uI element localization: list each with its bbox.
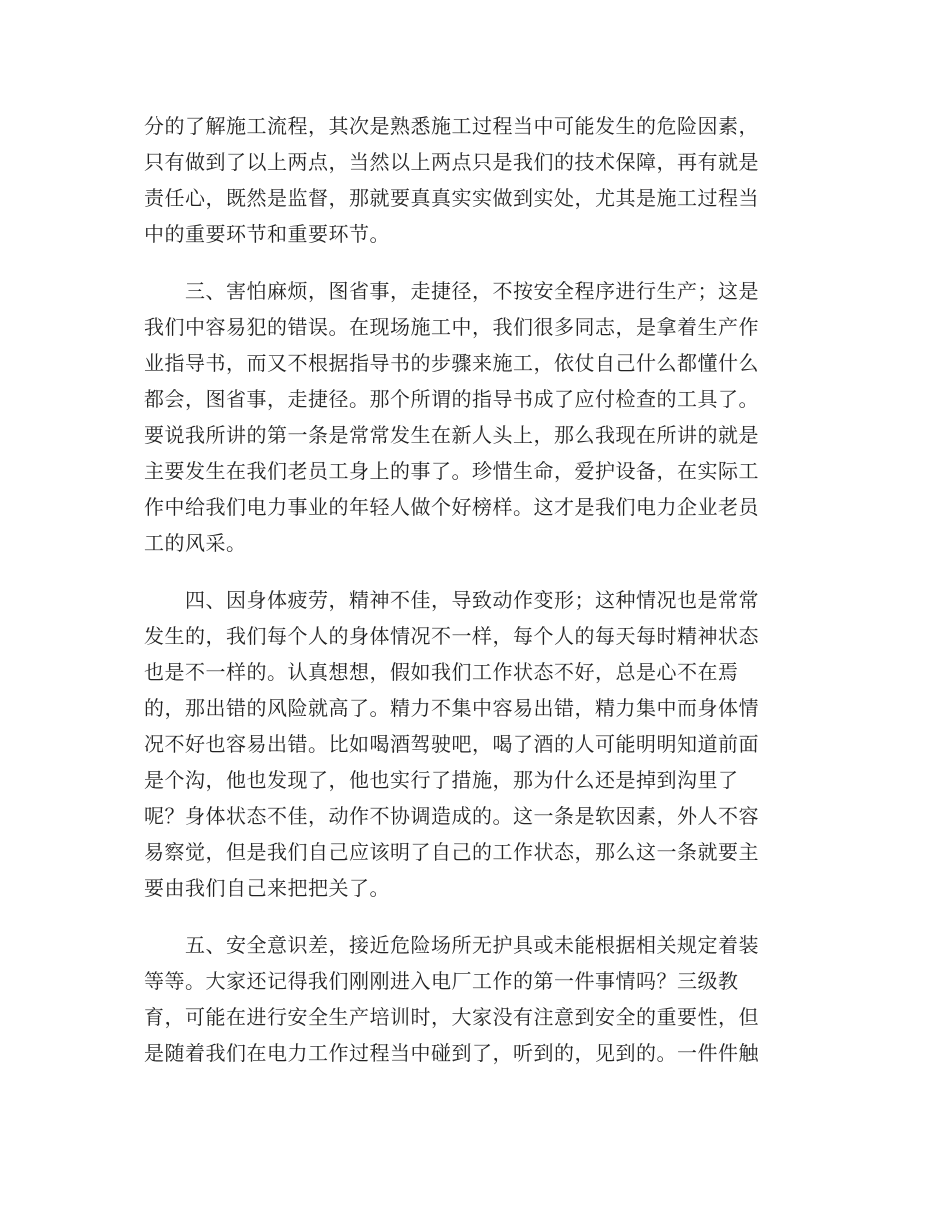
text-line: 只有做到了以上两点，当然以上两点只是我们的技术保障，再有就是	[144, 150, 759, 174]
text-line: 要说我所讲的第一条是常常发生在新人头上，那么我现在所讲的就是	[144, 423, 759, 447]
text-line: 发生的，我们每个人的身体情况不一样，每个人的每天每时精神状态	[144, 624, 759, 648]
paragraph-1	[144, 108, 809, 252]
text-line: 育，可能在进行安全生产培训时，大家没有注意到安全的重要性，但	[144, 1005, 759, 1029]
text-line: 况不好也容易出错。比如喝酒驾驶吧，喝了酒的人可能明明知道前面	[144, 732, 759, 756]
text-line: 作中给我们电力事业的年轻人做个好榜样。这才是我们电力企业老员	[144, 495, 759, 519]
text-line: 的，那出错的风险就高了。精力不集中容易出错，精力集中而身体情	[144, 696, 759, 720]
text-line: 三、害怕麻烦，图省事，走捷径，不按安全程序进行生产；这是	[144, 279, 759, 303]
text-line: 也是不一样的。认真想想，假如我们工作状态不好，总是心不在焉	[144, 660, 739, 684]
text-line: 要由我们自己来把把关了。	[144, 876, 390, 900]
paragraph-2	[144, 273, 809, 561]
text-line: 呢？身体状态不佳，动作不协调造成的。这一条是软因素，外人不容	[144, 804, 759, 828]
text-line: 中的重要环节和重要环节。	[144, 222, 390, 246]
paragraph-3	[144, 582, 809, 906]
text-line: 责任心，既然是监督，那就要真真实实做到实处，尤其是施工过程当	[144, 186, 759, 210]
text-line: 业指导书，而又不根据指导书的步骤来施工，依仗自己什么都懂什么	[144, 351, 759, 375]
text-line: 我们中容易犯的错误。在现场施工中，我们很多同志，是拿着生产作	[144, 315, 759, 339]
text-line: 是随着我们在电力工作过程当中碰到了，听到的，见到的。一件件触	[144, 1041, 759, 1065]
text-line: 都会，图省事，走捷径。那个所谓的指导书成了应付检查的工具了。	[144, 387, 759, 411]
document-body	[144, 108, 809, 1071]
text-line: 等等。大家还记得我们刚刚进入电厂工作的第一件事情吗？三级教	[144, 969, 739, 993]
text-line: 易察觉，但是我们自己应该明了自己的工作状态，那么这一条就要主	[144, 840, 759, 864]
text-line: 分的了解施工流程，其次是熟悉施工过程当中可能发生的危险因素，	[144, 114, 759, 138]
text-line: 是个沟，他也发现了，他也实行了措施，那为什么还是掉到沟里了	[144, 768, 739, 792]
text-line: 四、因身体疲劳，精神不佳，导致动作变形；这种情况也是常常	[144, 588, 759, 612]
text-line: 工的风采。	[144, 531, 247, 555]
text-line: 主要发生在我们老员工身上的事了。珍惜生命，爱护设备，在实际工	[144, 459, 759, 483]
text-line: 五、安全意识差，接近危险场所无护具或未能根据相关规定着装	[144, 933, 759, 957]
paragraph-4	[144, 927, 809, 1071]
